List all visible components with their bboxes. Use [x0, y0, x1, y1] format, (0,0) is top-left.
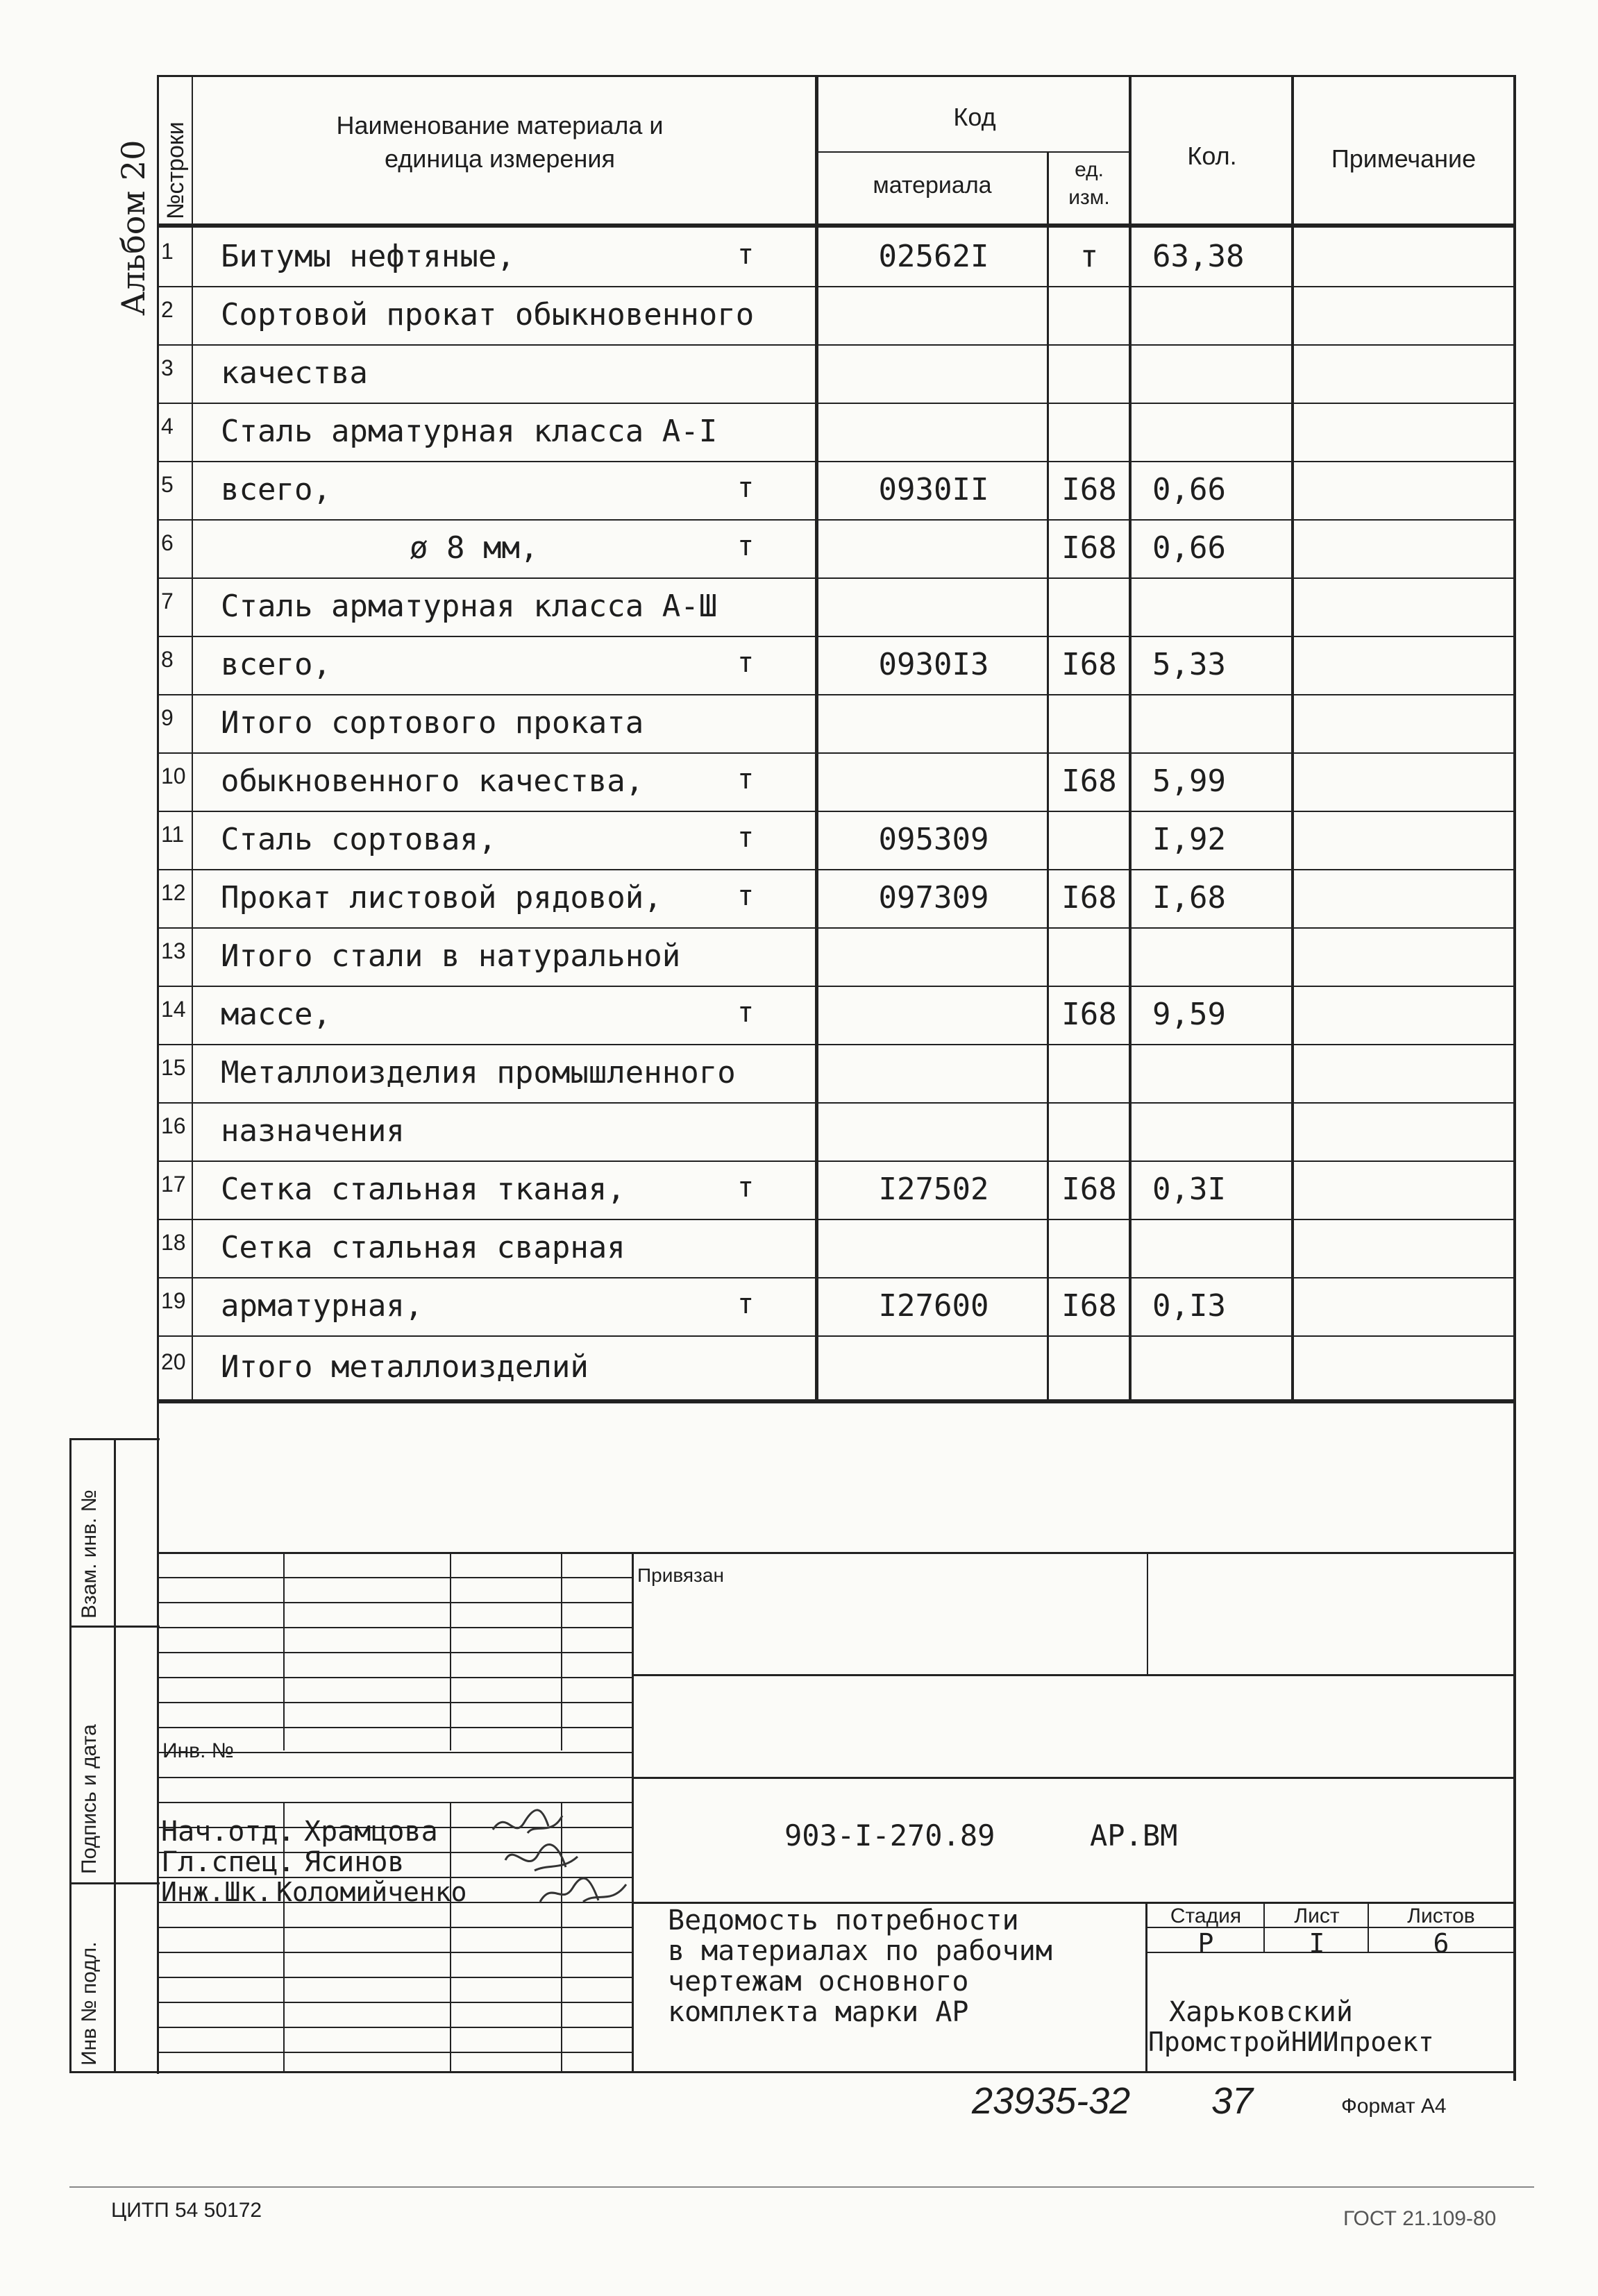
row-unit: т: [737, 647, 755, 679]
row-qty: I,92: [1152, 822, 1226, 857]
row-unit: т: [737, 472, 755, 504]
project-code: 903-I-270.89: [784, 1818, 995, 1852]
row-name: назначения: [221, 1113, 405, 1149]
header-qty: Кол.: [1187, 142, 1237, 170]
row-name: обыкновенного качества,: [221, 763, 644, 799]
header-code: Код: [953, 103, 996, 131]
album-label: Альбом 20: [115, 140, 152, 316]
row-name: качества: [221, 355, 368, 391]
row-code: 095309: [878, 822, 989, 857]
row-separator: [157, 519, 1513, 521]
header-row-no: №строки: [162, 121, 189, 219]
project-mark: АР.ВМ: [1090, 1818, 1178, 1852]
row-separator: [157, 986, 1513, 987]
side-vzam-label: Взам. инв. №: [78, 1489, 101, 1619]
row-number: 4: [161, 414, 174, 439]
row-number: 12: [161, 880, 186, 905]
row-number: 2: [161, 297, 174, 322]
row-separator: [157, 752, 1513, 754]
signature-1: [486, 1802, 576, 1843]
person-role-3: Инж.Шк.: [161, 1877, 273, 1907]
row-name: массе,: [221, 997, 331, 1032]
row-code-unit: I68: [1061, 1172, 1117, 1207]
header-note: Примечание: [1331, 144, 1477, 173]
row-number: 18: [161, 1230, 186, 1255]
header-code-unit-2: изм.: [1068, 186, 1110, 209]
doc-title-2: в материалах по рабочим: [668, 1935, 1052, 1967]
row-separator: [157, 811, 1513, 812]
row-qty: 0,66: [1152, 530, 1226, 566]
person-role-2: Гл.спец.: [161, 1846, 295, 1878]
row-unit: т: [737, 822, 755, 854]
header-name-line1: Наименование материала и: [336, 111, 664, 140]
row-separator: [157, 694, 1513, 695]
row-code-unit: I68: [1061, 472, 1117, 507]
row-qty: 0,3I: [1152, 1172, 1226, 1207]
row-number: 16: [161, 1113, 186, 1138]
row-code: I27600: [878, 1288, 989, 1324]
row-code-unit: т: [1079, 239, 1099, 274]
row-separator: [157, 1044, 1513, 1045]
row-qty: 9,59: [1152, 997, 1226, 1032]
row-name: Итого стали в натуральной: [221, 938, 681, 974]
row-qty: 5,33: [1152, 647, 1226, 682]
row-separator: [157, 403, 1513, 404]
row-qty: 0,66: [1152, 472, 1226, 507]
row-name: Сталь арматурная класса А-I: [221, 414, 718, 449]
row-unit: т: [737, 997, 755, 1029]
row-code-unit: I68: [1061, 1288, 1117, 1324]
row-number: 13: [161, 938, 186, 963]
signature-2: [500, 1839, 583, 1877]
row-name: всего,: [221, 472, 331, 507]
row-number: 14: [161, 997, 186, 1022]
row-number: 1: [161, 239, 174, 264]
row-unit: т: [737, 1288, 755, 1320]
org-name-2: ПромстройНИИпроект: [1148, 2027, 1434, 2057]
row-name: Прокат листовой рядовой,: [221, 880, 662, 915]
side-inv-podl-label: Инв № подл.: [78, 1941, 101, 2066]
handwritten-number: 23935-32: [972, 2080, 1131, 2122]
row-name: Итого сортового проката: [221, 705, 644, 741]
row-name: ø 8 мм,: [410, 530, 539, 566]
row-number: 8: [161, 647, 174, 672]
row-number: 10: [161, 763, 186, 788]
row-number: 9: [161, 705, 174, 730]
row-code: 0930II: [878, 472, 989, 507]
row-unit: т: [737, 530, 755, 562]
left-code: ЦИТП 54 50172: [111, 2199, 262, 2222]
row-number: 7: [161, 589, 174, 614]
row-separator: [157, 636, 1513, 637]
row-number: 6: [161, 530, 174, 555]
row-separator: [157, 869, 1513, 870]
row-name: арматурная,: [221, 1288, 423, 1324]
stage-label: Стадия: [1170, 1905, 1242, 1927]
row-separator: [157, 927, 1513, 929]
row-code-unit: I68: [1061, 763, 1117, 799]
format-label: Формат А4: [1341, 2095, 1447, 2118]
row-qty: 5,99: [1152, 763, 1226, 799]
row-name: всего,: [221, 647, 331, 682]
row-code-unit: I68: [1061, 997, 1117, 1032]
row-qty: I,68: [1152, 880, 1226, 915]
row-separator: [157, 344, 1513, 346]
row-number: 20: [161, 1349, 186, 1374]
row-number: 3: [161, 355, 174, 380]
doc-title-3: чертежам основного: [668, 1966, 969, 1998]
row-number: 17: [161, 1172, 186, 1197]
row-name: Битумы нефтяные,: [221, 239, 515, 274]
row-qty: 63,38: [1152, 239, 1245, 274]
row-number: 19: [161, 1288, 186, 1313]
row-separator: [157, 1219, 1513, 1220]
privyazan-label: Привязан: [637, 1564, 724, 1586]
footer-divider: [69, 2186, 1534, 2188]
row-unit: т: [737, 763, 755, 795]
row-unit: т: [737, 1172, 755, 1204]
row-code: 0930I3: [878, 647, 989, 682]
header-code-material: материала: [873, 172, 992, 199]
person-name-2: Ясинов: [304, 1846, 405, 1878]
row-number: 11: [161, 822, 185, 847]
stage-value: Р: [1197, 1928, 1214, 1959]
row-code: 02562I: [878, 239, 989, 274]
row-code: I27502: [878, 1172, 989, 1207]
row-separator: [157, 1335, 1513, 1337]
page-number: 37: [1211, 2080, 1254, 2122]
row-separator: [157, 577, 1513, 579]
row-name: Сетка стальная сварная: [221, 1230, 625, 1265]
row-code-unit: I68: [1061, 647, 1117, 682]
person-name-1: Храмцова: [304, 1816, 438, 1848]
sheets-value: 6: [1433, 1928, 1449, 1959]
row-number: 5: [161, 472, 174, 497]
row-qty: 0,I3: [1152, 1288, 1226, 1324]
inv-no-label: Инв. №: [162, 1739, 234, 1762]
row-code-unit: I68: [1061, 880, 1117, 915]
row-name: Итого металлоизделий: [221, 1349, 589, 1385]
row-number: 15: [161, 1055, 186, 1080]
side-podpis-label: Подпись и дата: [78, 1724, 101, 1874]
row-separator: [157, 1160, 1513, 1162]
row-separator: [157, 286, 1513, 287]
row-name: Сетка стальная тканая,: [221, 1172, 625, 1207]
sheet-value: I: [1309, 1928, 1325, 1959]
row-name: Металлоизделия промышленного: [221, 1055, 736, 1090]
header-name-line2: единица измерения: [385, 144, 615, 173]
row-code: 097309: [878, 880, 989, 915]
row-separator: [157, 461, 1513, 462]
row-separator: [157, 1102, 1513, 1104]
row-name: Сталь сортовая,: [221, 822, 497, 857]
sheets-label: Листов: [1407, 1905, 1475, 1927]
row-unit: т: [737, 880, 755, 912]
person-name-3: Коломийченко: [276, 1877, 467, 1907]
org-name-1: Харьковский: [1169, 1996, 1353, 2028]
doc-title-4: комплекта марки АР: [668, 1996, 969, 2028]
row-name: Сортовой прокат обыкновенного: [221, 297, 755, 332]
row-separator: [157, 1277, 1513, 1278]
row-name: Сталь арматурная класса А-Ш: [221, 589, 718, 624]
row-code-unit: I68: [1061, 530, 1117, 566]
sheet-label: Лист: [1294, 1905, 1340, 1927]
doc-title-1: Ведомость потребности: [668, 1905, 1019, 1936]
gost-label: ГОСТ 21.109-80: [1343, 2207, 1497, 2230]
person-role-1: Нач.отд.: [161, 1816, 295, 1848]
signature-3: [535, 1874, 632, 1912]
header-code-unit-1: ед.: [1075, 158, 1104, 181]
row-unit: т: [737, 239, 755, 271]
